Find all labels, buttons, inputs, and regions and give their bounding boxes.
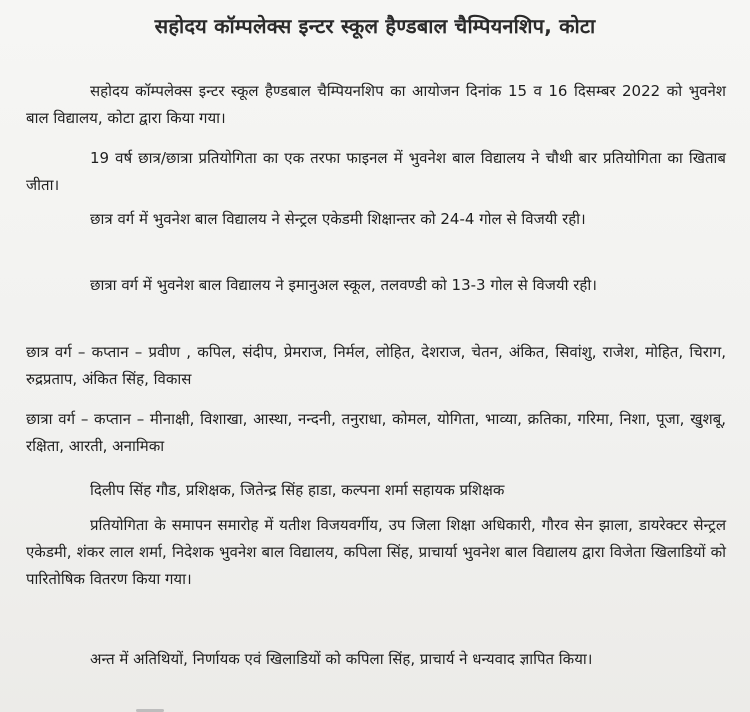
intro-paragraph: सहोदय कॉम्पलेक्स इन्टर स्कूल हैण्डबाल चैम्पियनशिप का आयोजन दिनांक 15 व 16 दिसम्बर 2022 को भुवनेश बाल विद्यालय, कोटा द्वारा किया गया।	[26, 82, 726, 127]
boys-team-paragraph: छात्र वर्ग – कप्तान – प्रवीण , कपिल, संदीप, प्रेमराज, निर्मल, लोहित, देशराज, चेतन, अंकित, सिवांशु, राजेश, मोहित, चिराग, रुद्रप्रताप, अंकित सिंह, विकास	[26, 343, 726, 388]
thanks-paragraph: अन्त में अतिथियों, निर्णायक एवं खिलाडियों को कपिला सिंह, प्राचार्य ने धन्यवाद ज्ञापित किया।	[90, 650, 593, 668]
girls-team-paragraph: छात्रा वर्ग – कप्तान – मीनाक्षी, विशाखा, आस्था, नन्दनी, तनुराधा, कोमल, योगिता, भाव्या, क्रतिका, गरिमा, निशा, पूजा, खुशबू, रक्षिता, आरती, अनामिका	[26, 410, 726, 455]
final-paragraph: 19 वर्ष छात्र/छात्रा प्रतियोगिता का एक तरफा फाइनल में भुवनेश बाल विद्यालय ने चौथी बार प्रतियोगिता का खिताब जीता।	[26, 149, 726, 194]
ceremony-paragraph: प्रतियोगिता के समापन समारोह में यतीश विजयवर्गीय, उप जिला शिक्षा अधिकारी, गौरव सेन झाला, डायरेक्टर सेन्ट्रल एकेडमी, शंकर लाल शर्मा, निदेशक भुवनेश बाल विद्यालय, कपिला सिंह, प्राचार्या भुवनेश बाल विद्यालय द्वारा विजेता खिलाडियों को पारितोषिक वितरण किया गया।	[26, 516, 726, 588]
girls-result-paragraph: छात्रा वर्ग में भुवनेश बाल विद्यालय ने इमानुअल स्कूल, तलवण्डी को 13-3 गोल से विजयी रही।	[90, 276, 597, 294]
coaches-paragraph: दिलीप सिंह गौड, प्रशिक्षक, जितेन्द्र सिंह हाडा, कल्पना शर्मा सहायक प्रशिक्षक	[90, 481, 505, 499]
page-title: सहोदय कॉम्पलेक्स इन्टर स्कूल हैण्डबाल चैम्पियनशिप, कोटा	[154, 14, 596, 38]
boys-result-paragraph: छात्र वर्ग में भुवनेश बाल विद्यालय ने सेन्ट्रल एकेडमी शिक्षान्तर को 24-4 गोल से विजयी रही।	[90, 210, 586, 228]
